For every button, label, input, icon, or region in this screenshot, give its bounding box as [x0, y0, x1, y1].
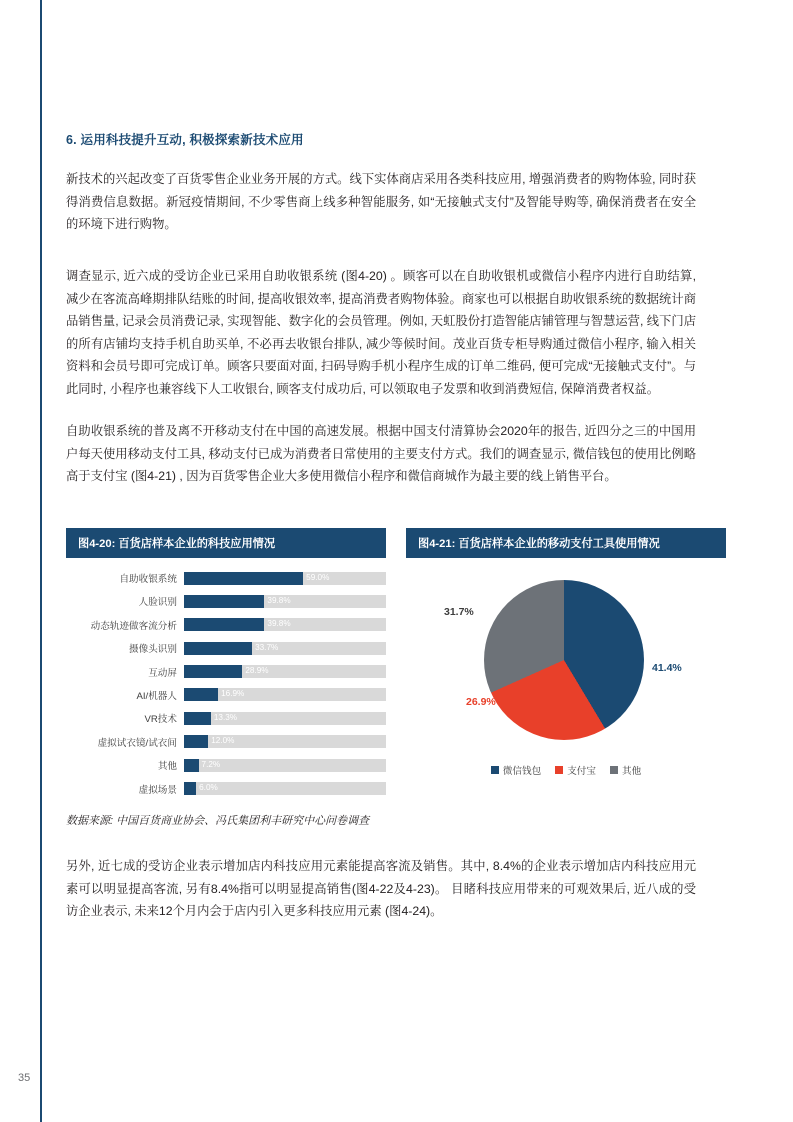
paragraph-1: 新技术的兴起改变了百货零售企业业务开展的方式。线下实体商店采用各类科技应用, 增强消费者的购物体验, 同时获得消费信息数据。新冠疫情期间, 不少零售商上线多种智能服务, 如“无接触式支付”及智能导购等, 确保消费者在安全的环境下进行购物。: [66, 172, 696, 231]
bar-track: [184, 688, 386, 701]
bar-track: [184, 618, 386, 631]
bar-row: [66, 755, 386, 775]
legend-label: 支付宝: [567, 766, 596, 777]
bar-row: [66, 732, 386, 752]
bar-chart: [66, 558, 386, 799]
bar-value-label: 13.3%: [213, 712, 238, 722]
bar-fill: [184, 782, 196, 795]
bar-row: [66, 708, 386, 728]
pie-value-wechat: 41.4%: [652, 662, 682, 674]
legend-item: [491, 763, 541, 777]
bar-value-label: 33.7%: [255, 642, 279, 652]
bar-track: [184, 642, 386, 655]
legend-swatch: [491, 766, 499, 774]
bar-category-label: AI/机器人: [136, 690, 177, 702]
bar-value-label: 59.0%: [306, 572, 330, 582]
bar-track: [184, 665, 386, 678]
bar-track: [184, 735, 386, 748]
bar-row: [66, 685, 386, 705]
source-note: 数据来源: 中国百货商业协会、冯氏集团利丰研究中心问卷调查: [66, 815, 370, 827]
bar-category-label: 动态轨迹做客流分析: [90, 620, 177, 632]
legend-label: 其他: [621, 766, 642, 777]
left-margin-rule: [40, 0, 42, 1122]
pie-value-other: 31.7%: [444, 606, 474, 618]
legend-label: 微信钱包: [502, 766, 542, 777]
bar-value-label: 16.9%: [221, 689, 245, 699]
paragraph-2: 调查显示, 近六成的受访企业已采用自助收银系统 (图4-20) 。顾客可以在自助收银机或微信小程序内进行自助结算, 减少在客流高峰期排队结账的时间, 提高收银效率, 提高消费者购物体验。商家也可以根据自助收银系统的数据统计商品销售量, 记录会员消费记录, 实现智能、数字化的会员管理。例如, 天虹股份打造智能店铺管理与智慧运营, 线下门店的所有店铺均支持手机自助买单, 不必再去收银台排队, 减少等候时间。茂业百货专柜导购通过微信小程序, 输入相关资料和会员号即可完成订单。顾客只要面对面, 扫码导购手机小程序生成的订单二维码, 便可完成“无接触式支付”。与此同时, 小程序也兼容线下人工收银台, 顾客支付成功后, 可以领取电子发票和收到消费短信, 保障消费者权益。: [66, 269, 696, 396]
page-title: 6. 运用科技提升互动, 积极探索新技术应用: [66, 133, 304, 147]
bar-category-label: 摄像头识别: [129, 644, 177, 656]
pie-legend: [406, 763, 726, 777]
bar-row: [66, 568, 386, 588]
bar-row: [66, 779, 386, 799]
bar-value-label: 39.8%: [267, 595, 291, 605]
bar-category-label: 人脸识别: [138, 597, 177, 609]
bar-category-label: VR技术: [144, 714, 177, 726]
legend-swatch: [555, 766, 563, 774]
bar-fill: [184, 642, 252, 655]
bar-fill: [184, 665, 242, 678]
pie-chart: [484, 580, 644, 740]
bar-category-label: 自助收银系统: [119, 574, 177, 585]
bar-category-label: 虚拟场景: [138, 784, 177, 796]
bar-fill: [184, 712, 211, 725]
bar-fill: [184, 572, 303, 585]
bar-row: [66, 638, 386, 658]
bar-fill: [184, 759, 199, 772]
bar-category-label: 虚拟试衣镜/试衣间: [97, 737, 177, 749]
page-content: [66, 0, 726, 1122]
paragraph-3: 自助收银系统的普及离不开移动支付在中国的高速发展。根据中国支付清算协会2020年的报告, 近四分之三的中国用户每天使用移动支付工具, 移动支付已成为消费者日常使用的主要支付方式。我们的调查显示, 微信钱包的使用比例略高于支付宝 (图4-21) , 因为百货零售企业大多使用微信小程序和微信商城作为最主要的线上销售平台。: [66, 424, 696, 483]
figure-4-21-title: 图4-21: 百货店样本企业的移动支付工具使用情况: [406, 528, 726, 558]
figure-4-20-body: [66, 558, 386, 796]
paragraph-4: 另外, 近七成的受访企业表示增加店内科技应用元素能提高客流及销售。其中, 8.4%的企业表示增加店内科技应用元素可以明显提高客流, 另有8.4%指可以明显提高销售(图4-22及4-23)。 目睹科技应用带来的可观效果后, 近八成的受访企业表示, 未来12个月内会于店内引入更多科技应用元素 (图4-24)。: [66, 859, 696, 918]
bar-value-label: 12.0%: [211, 736, 235, 746]
bar-value-label: 7.2%: [201, 759, 221, 769]
bar-fill: [184, 735, 208, 748]
bar-track: [184, 572, 386, 585]
figure-4-21: [406, 528, 726, 790]
bar-category-label: 互动屏: [148, 667, 177, 679]
bar-row: [66, 615, 386, 635]
pie-value-alipay: 26.9%: [466, 696, 496, 708]
legend-swatch: [610, 766, 618, 774]
bar-value-label: 39.8%: [267, 619, 291, 629]
charts-row: [66, 528, 726, 808]
bar-value-label: 28.9%: [245, 666, 269, 676]
bar-fill: [184, 595, 264, 608]
bar-fill: [184, 618, 264, 631]
bar-value-label: 6.0%: [199, 783, 218, 793]
legend-item: [555, 763, 596, 777]
page-number: 35: [18, 1072, 31, 1084]
figure-4-21-body: [406, 558, 726, 790]
figure-4-20: [66, 528, 386, 796]
bar-track: [184, 595, 386, 608]
bar-category-label: 其他: [157, 761, 177, 773]
bar-row: [66, 591, 386, 611]
bar-track: [184, 759, 386, 772]
bar-track: [184, 712, 386, 725]
bar-row: [66, 662, 386, 682]
legend-item: [610, 763, 641, 777]
figure-4-20-title: 图4-20: 百货店样本企业的科技应用情况: [66, 528, 386, 558]
bar-track: [184, 782, 386, 795]
bar-fill: [184, 688, 218, 701]
